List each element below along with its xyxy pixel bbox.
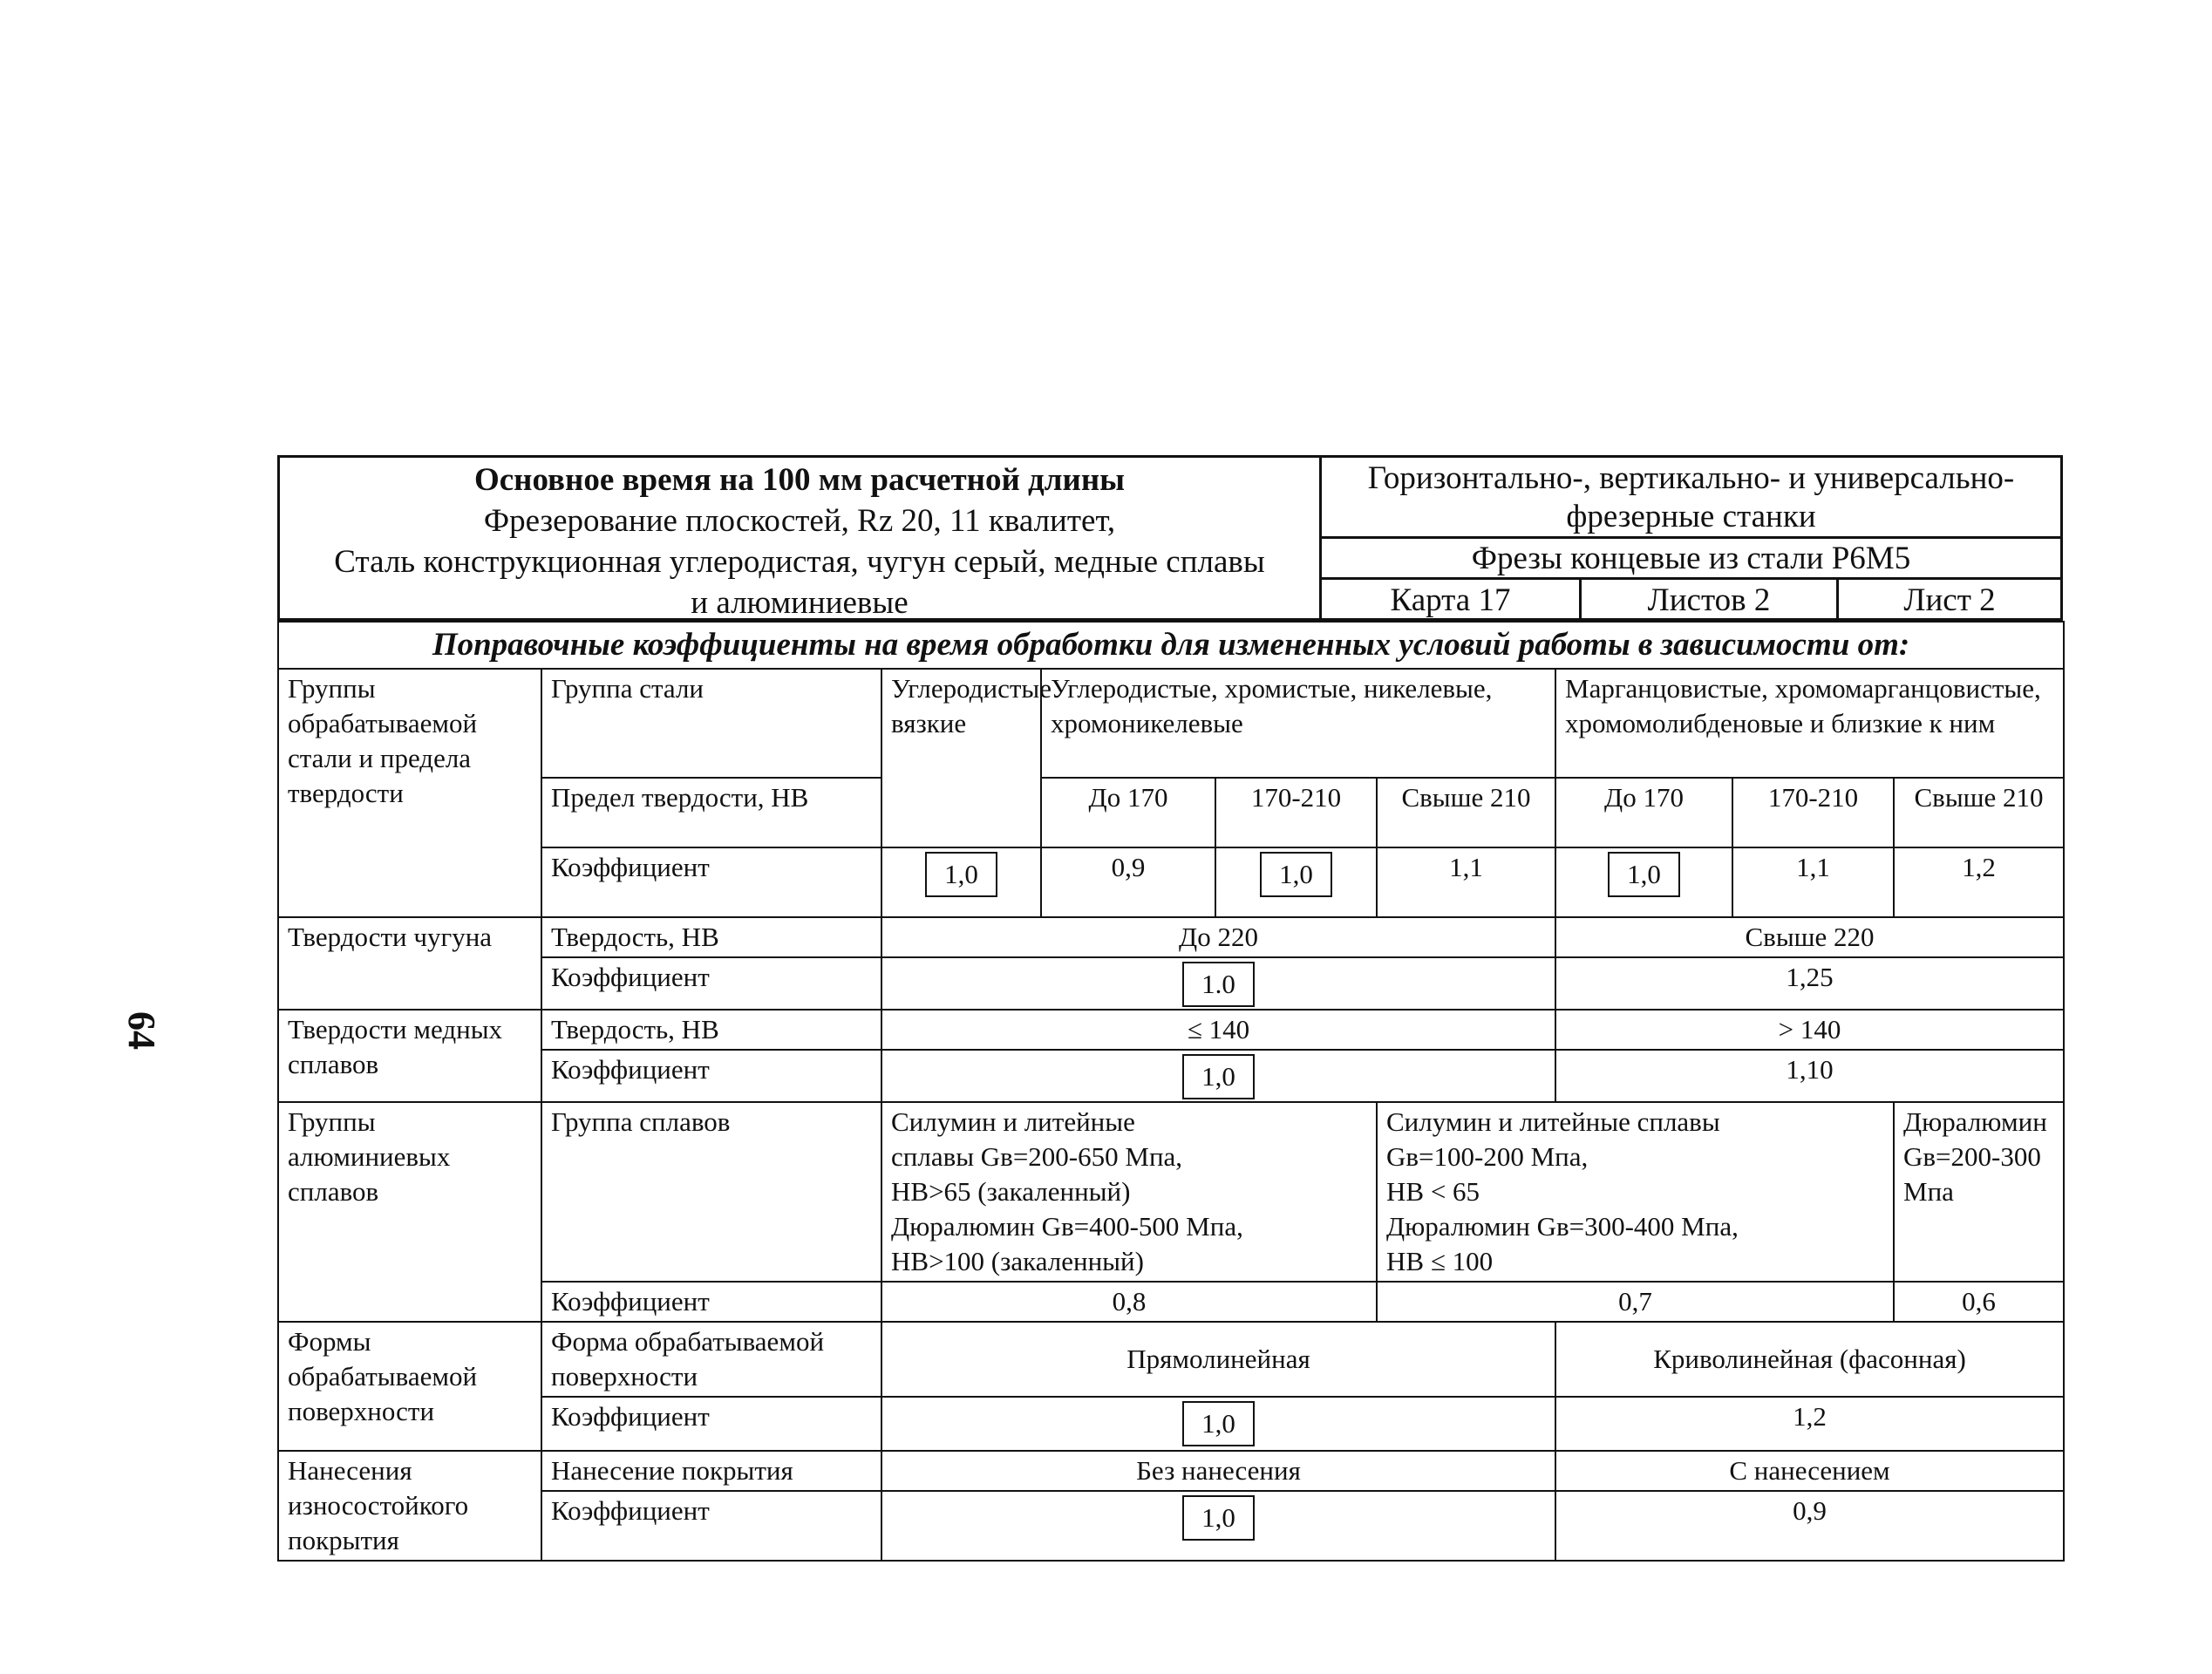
card-number: Карта 17: [1390, 582, 1511, 618]
steel-coef-label: Коэффициент: [541, 847, 881, 917]
aluminum-g1-line: сплавы Gв=200-650 Мпа,: [891, 1141, 1183, 1172]
surface-form-label: Форма обрабатываемой поверхности: [541, 1322, 881, 1397]
copper-coef-1: [881, 1050, 1555, 1102]
surface-coef-2: 1,2: [1555, 1397, 2064, 1451]
steel-hardness-6: Свыше 210: [1894, 778, 2064, 847]
header-line-3: Сталь конструкционная углеродистая, чугун серый, медные сплавы: [334, 544, 1265, 580]
header-info: [1322, 458, 2060, 618]
aluminum-g1-line: НВ>65 (закаленный): [891, 1176, 1131, 1207]
cast-iron-coef-label: Коэффициент: [541, 957, 881, 1010]
aluminum-g3-line: Мпа: [1903, 1176, 1954, 1207]
card-info-row: [1322, 580, 2060, 618]
header-description: [280, 458, 1322, 621]
steel-group-2: Углеродистые, хромистые, никелевые, хромоникелевые: [1041, 669, 1555, 778]
aluminum-factor: Группы алюминиевых сплавов: [278, 1102, 541, 1322]
coating-label: Нанесение покрытия: [541, 1451, 881, 1491]
coating-coef-1-box: 1,0: [1182, 1495, 1255, 1541]
cast-iron-hardness-label: Твердость, НВ: [541, 917, 881, 957]
surface-form-2: Криволинейная (фасонная): [1555, 1322, 2064, 1397]
surface-coef-1: [881, 1397, 1555, 1451]
sheet-number: Лист 2: [1836, 580, 2060, 618]
steel-coef-3-box: 1,0: [1260, 852, 1332, 897]
aluminum-coef-1: 0,8: [881, 1282, 1377, 1322]
steel-coef-1: [881, 847, 1041, 917]
aluminum-coef-3: 0,6: [1894, 1282, 2064, 1322]
surface-coef-1-box: 1,0: [1182, 1401, 1255, 1446]
card-header: [277, 455, 2063, 621]
aluminum-g3-line: Gв=200-300: [1903, 1141, 2041, 1172]
coating-option-2: С нанесением: [1555, 1451, 2064, 1491]
coefficients-table: [277, 621, 2065, 1562]
cast-iron-coef-1: [881, 957, 1555, 1010]
tools-label: Фрезы концевые из стали Р6М5: [1322, 536, 2060, 580]
sheets-count: Листов 2: [1579, 580, 1836, 618]
steel-coef-7: 1,2: [1894, 847, 2064, 917]
steel-coef-1-box: 1,0: [925, 852, 997, 897]
coating-coef-1: [881, 1491, 1555, 1561]
cast-iron-coef-1-box: 1.0: [1182, 962, 1255, 1007]
copper-coef-1-box: 1,0: [1182, 1054, 1255, 1099]
copper-coef-label: Коэффициент: [541, 1050, 881, 1102]
steel-coef-4: 1,1: [1377, 847, 1555, 917]
aluminum-coef-label: Коэффициент: [541, 1282, 881, 1322]
steel-coef-5: [1555, 847, 1732, 917]
header-line-2: Фрезерование плоскостей, Rz 20, 11 квалитет,: [483, 503, 1116, 539]
cast-iron-coef-2: 1,25: [1555, 957, 2064, 1010]
surface-form-1: Прямолинейная: [881, 1322, 1555, 1397]
steel-hardness-5: 170-210: [1732, 778, 1894, 847]
steel-coef-5-box: 1,0: [1608, 852, 1680, 897]
aluminum-coef-2: 0,7: [1377, 1282, 1894, 1322]
aluminum-group-3: [1894, 1102, 2064, 1282]
copper-hardness-1: ≤ 140: [881, 1010, 1555, 1050]
header-title: Основное время на 100 мм расчетной длины: [473, 462, 1126, 498]
coating-coef-label: Коэффициент: [541, 1491, 881, 1561]
table-title: Поправочные коэффициенты на время обработки для измененных условий работы в зависимости от:: [278, 622, 2064, 669]
copper-factor: Твердости медных сплавов: [278, 1010, 541, 1102]
copper-coef-2: 1,10: [1555, 1050, 2064, 1102]
aluminum-g2-line: Gв=100-200 Мпа,: [1386, 1141, 1589, 1172]
steel-hardness-2: 170-210: [1215, 778, 1377, 847]
steel-coef-3: [1215, 847, 1377, 917]
aluminum-g1-line: Дюралюмин Gв=400-500 Мпа,: [891, 1211, 1243, 1242]
steel-group-label: Группа стали: [541, 669, 881, 778]
steel-hardness-3: Свыше 210: [1377, 778, 1555, 847]
steel-factor: Группы обрабатываемой стали и предела твердости: [278, 669, 541, 917]
coating-option-1: Без нанесения: [881, 1451, 1555, 1491]
copper-hardness-2: > 140: [1555, 1010, 2064, 1050]
aluminum-g3-line: Дюралюмин: [1903, 1106, 2047, 1137]
aluminum-g2-line: НВ < 65: [1386, 1176, 1480, 1207]
steel-coef-2: 0,9: [1041, 847, 1215, 917]
steel-group-3: Марганцовистые, хромомарганцовистые, хромомолибденовые и близкие к ним: [1555, 669, 2064, 778]
aluminum-g2-line: Дюралюмин Gв=300-400 Мпа,: [1386, 1211, 1739, 1242]
surface-factor: Формы обрабатываемой поверхности: [278, 1322, 541, 1451]
aluminum-group-label: Группа сплавов: [541, 1102, 881, 1282]
copper-hardness-label: Твердость, НВ: [541, 1010, 881, 1050]
coating-factor: Нанесения износостойкого покрытия: [278, 1451, 541, 1561]
aluminum-g2-line: НВ ≤ 100: [1386, 1246, 1494, 1276]
cast-iron-hardness-2: Свыше 220: [1555, 917, 2064, 957]
aluminum-group-1: [881, 1102, 1377, 1282]
cast-iron-factor: Твердости чугуна: [278, 917, 541, 1010]
cast-iron-hardness-1: До 220: [881, 917, 1555, 957]
steel-hardness-1: До 170: [1041, 778, 1215, 847]
aluminum-group-2: [1377, 1102, 1894, 1282]
steel-hardness-4: До 170: [1555, 778, 1732, 847]
machines-label: Горизонтально-, вертикально- и универсально-фрезерные станки: [1367, 460, 2015, 534]
aluminum-g1-line: Силумин и литейные: [891, 1106, 1135, 1137]
page-number: 64: [120, 1011, 163, 1050]
coating-coef-2: 0,9: [1555, 1491, 2064, 1561]
steel-coef-6: 1,1: [1732, 847, 1894, 917]
aluminum-g2-line: Силумин и литейные сплавы: [1386, 1106, 1720, 1137]
steel-hardness-label: Предел твердости, НВ: [541, 778, 881, 847]
aluminum-g1-line: НВ>100 (закаленный): [891, 1246, 1144, 1276]
surface-coef-label: Коэффициент: [541, 1397, 881, 1451]
header-line-4: и алюминиевые: [691, 585, 909, 621]
steel-group-1: Углеродистые вязкие: [881, 669, 1041, 847]
